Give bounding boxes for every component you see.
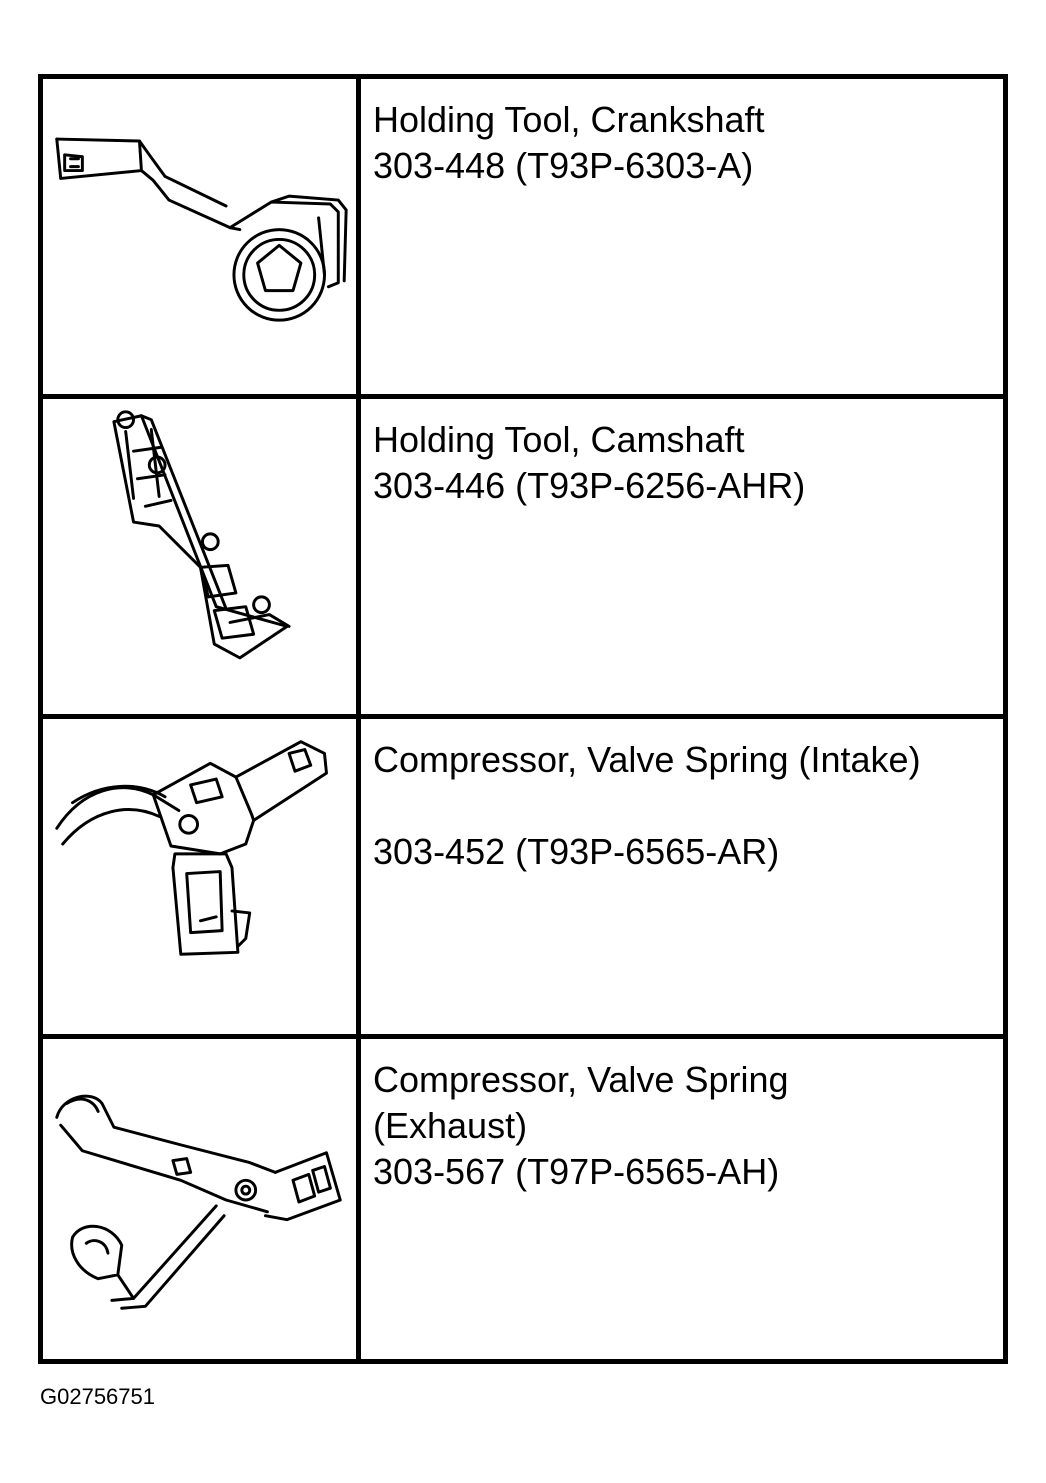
tool-name: Holding Tool, Crankshaft — [373, 99, 765, 140]
tool-name: Compressor, Valve Spring (Intake) — [373, 739, 921, 780]
tool-part-number: 303-446 (T93P-6256-AHR) — [373, 465, 806, 506]
tool-name: Holding Tool, Camshaft — [373, 419, 745, 460]
intake-valve-spring-compressor-description — [361, 719, 1003, 1039]
crankshaft-holding-tool-icon — [43, 79, 356, 394]
exhaust-valve-spring-compressor-icon — [43, 1039, 356, 1359]
special-tools-table — [38, 74, 1008, 1364]
exhaust-valve-spring-compressor-illustration — [43, 1039, 361, 1359]
intake-valve-spring-compressor-illustration — [43, 719, 361, 1039]
camshaft-holding-tool-icon — [43, 399, 356, 714]
tool-part-number-spacer — [373, 783, 993, 829]
crankshaft-holding-tool-illustration — [43, 79, 361, 399]
tool-part-number: 303-448 (T93P-6303-A) — [373, 145, 754, 186]
camshaft-holding-tool-illustration — [43, 399, 361, 719]
camshaft-holding-tool-description — [361, 399, 1003, 719]
exhaust-valve-spring-compressor-description — [361, 1039, 1003, 1359]
tool-part-number: 303-567 (T97P-6565-AH) — [373, 1151, 780, 1192]
tool-name: Compressor, Valve Spring — [373, 1059, 789, 1100]
figure-id: G02756751 — [40, 1384, 155, 1409]
tool-name-continued: (Exhaust) — [373, 1105, 528, 1146]
intake-valve-spring-compressor-icon — [43, 719, 356, 1034]
crankshaft-holding-tool-description — [361, 79, 1003, 399]
tool-part-number: 303-452 (T93P-6565-AR) — [373, 831, 780, 872]
